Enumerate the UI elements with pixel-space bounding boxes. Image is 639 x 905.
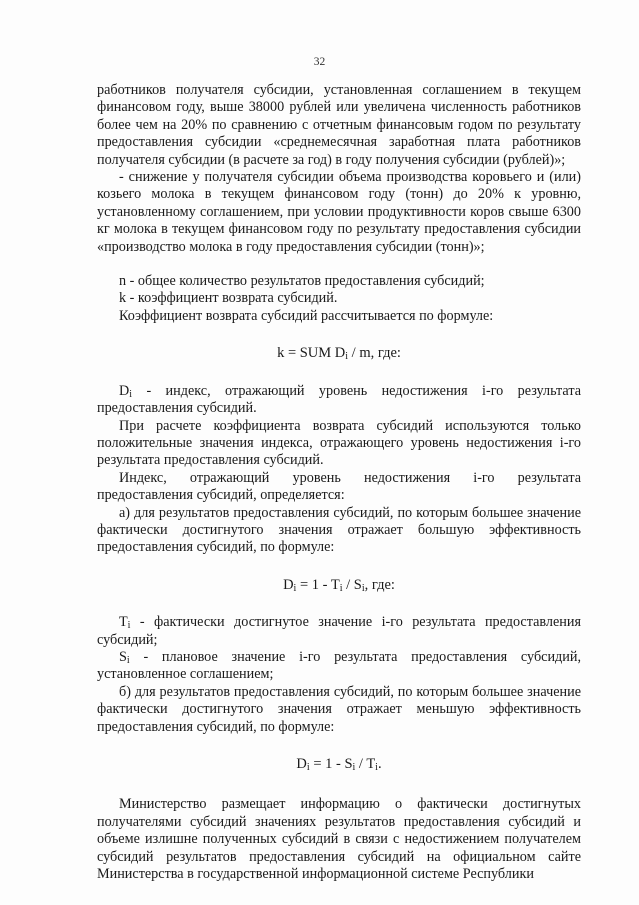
formula-d-case-b: $D_i = 1 - S_i / T_i$.: [296, 756, 382, 773]
paragraph-index-determined: Индекс, отражающий уровень недостижения i-го результата предоставления субсидий, определяется:: [97, 469, 581, 504]
paragraph-t-definition: $T_i$ - фактически достигнутое значение i-го результата предоставления субсидий;: [97, 614, 581, 648]
paragraph-case-a: а) для результатов предоставления субсидий, по которым большее значение фактически достигнутого значения отражает большую эффективность предоставления субсидий, по формуле:: [97, 504, 581, 556]
formula-k: k = SUM $D_i$ / m, где:: [277, 345, 401, 363]
paragraph-s-definition: $S_i$ - плановое значение i-го результата предоставления субсидий, установленное соглашением;: [97, 648, 582, 683]
paragraph-positive-values: При расчете коэффициента возврата субсидий используются только положительные значения индекса, отражающего уровень недостижения i-го результата предоставления субсидий.: [97, 417, 581, 469]
document-body: [97, 82, 581, 883]
paragraph-k-definition: k - коэффициент возврата субсидий.: [119, 290, 338, 307]
paragraph-ministry-info: Министерство размещает информацию о фактически достигнутых получателями субсидий значениях результатов предоставления субсидий и объеме излишне полученных субсидий в связи с недостижением получателем субсидий результатов предоставления субсидий на официальном сайте Министерства в государственной информационной системе Республики: [97, 796, 581, 883]
paragraph-1: работников получателя субсидии, установленная соглашением в текущем финансовом году, выше 38000 рублей или увеличена численность работников более чем на 20% по сравнению с отчетным финансовым годом по результату предоставления субсидии «среднемесячная заработная плата работников получателя субсидии (в расчете за год) в году получения субсидии (рублей)»;: [97, 82, 581, 168]
paragraph-formula-intro: Коэффициент возврата субсидий рассчитывается по формуле:: [119, 307, 494, 324]
paragraph-d-definition: $D_i$ - индекс, отражающий уровень недостижения i-го результата предоставления субсидий.: [97, 382, 581, 417]
paragraph-n-definition: n - общее количество результатов предоставления субсидий;: [119, 273, 485, 290]
paragraph-case-b: б) для результатов предоставления субсидий, по которым большее значение фактически достигнутого значения отражает меньшую эффективность предоставления субсидий, по формуле:: [97, 683, 581, 735]
paragraph-2: - снижение у получателя субсидии объема производства коровьего и (или) козьего молока в текущем финансовом году (тонн) до 20% к уровню, установленному соглашением, при условии продуктивности коров свыше 6300 кг молока в текущем финансовом году по результату предоставления субсидии «производство молока в году предоставления субсидии (тонн)»;: [97, 169, 581, 255]
page-number: 32: [313, 56, 326, 68]
formula-d-case-a: $D_i = 1 - T_i / S_i$, где:: [283, 576, 395, 594]
